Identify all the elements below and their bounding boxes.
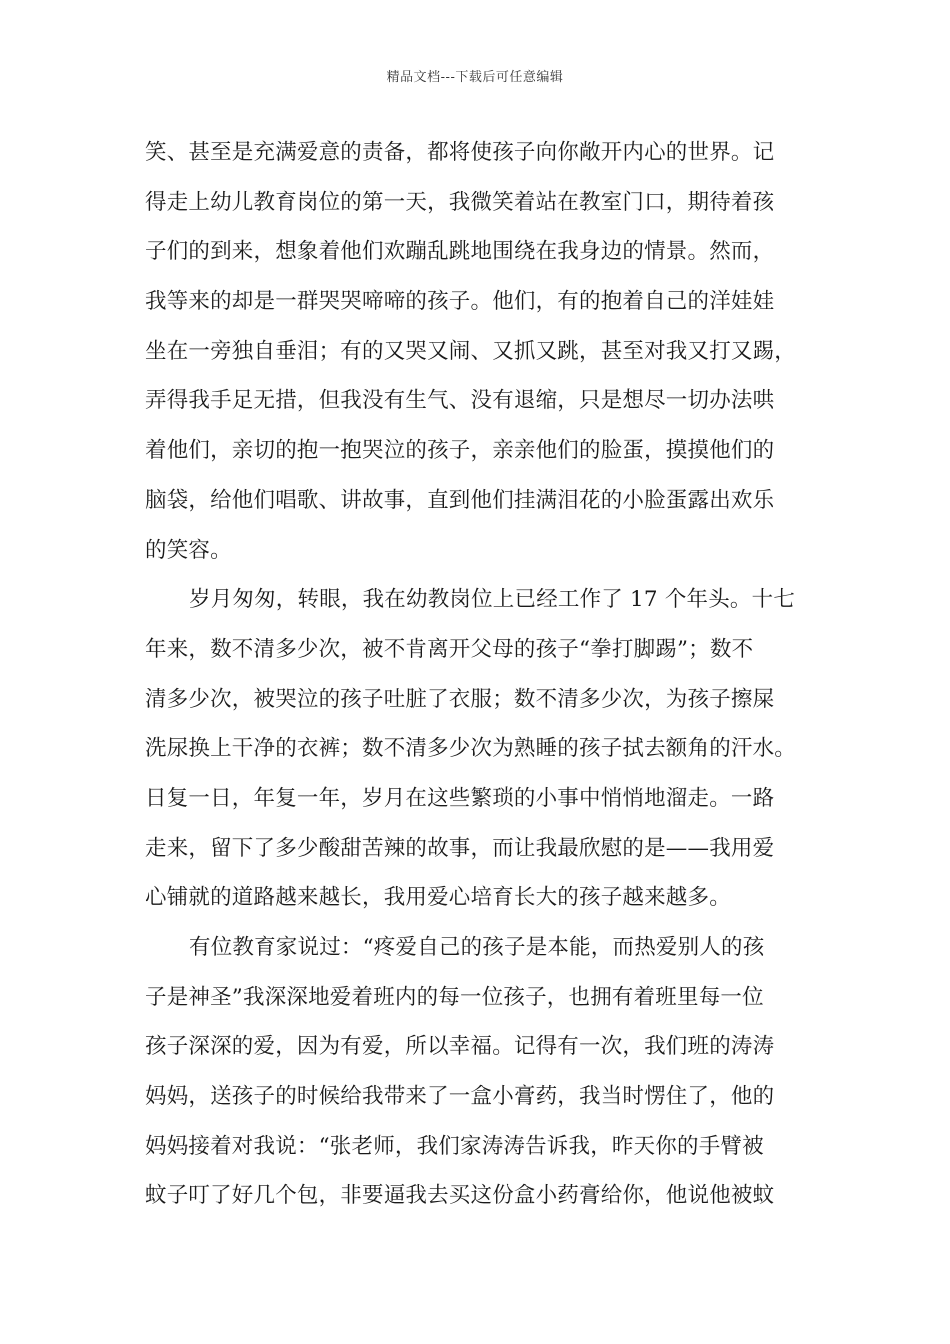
text-line: 脑袋，给他们唱歌、讲故事，直到他们挂满泪花的小脸蛋露出欢乐 [145,487,775,513]
text-line: 得走上幼儿教育岗位的第一天，我微笑着站在教室门口，期待着孩 [145,189,775,215]
text-line: 蚊子叮了好几个包，非要逼我去买这份盒小药膏给你，他说他被蚊 [145,1183,775,1209]
text-line: 子是神圣”我深深地爱着班内的每一位孩子，也拥有着班里每一位 [145,984,764,1010]
text-line: 我等来的却是一群哭哭啼啼的孩子。他们，有的抱着自己的洋娃娃 [145,289,775,315]
text-line: 妈妈接着对我说：“张老师，我们家涛涛告诉我，昨天你的手臂被 [145,1133,764,1159]
paragraph-first-line: 有位教育家说过：“疼爱自己的孩子是本能，而热爱别人的孩 [189,935,765,960]
text-line: 年来，数不清多少次，被不肯离开父母的孩子“拳打脚踢”；数不 [145,636,754,662]
document-body [145,133,810,1226]
text-line: 日复一日，年复一年，岁月在这些繁琐的小事中悄悄地溜走。一路 [145,785,775,811]
text-line: 弄得我手足无措，但我没有生气、没有退缩，只是想尽一切办法哄 [145,388,775,414]
text-line: 笑、甚至是充满爱意的责备，都将使孩子向你敞开内心的世界。记 [145,140,775,165]
text-line: 子们的到来，想象着他们欢蹦乱跳地围绕在我身边的情景。然而， [145,239,775,265]
text-line: 的笑容。 [145,537,232,563]
page-header: 精品文档---下载后可任意编辑 [386,70,564,85]
text-line: 心铺就的道路越来越长，我用爱心培育长大的孩子越来越多。 [145,885,731,911]
text-line: 走来，留下了多少酸甜苦辣的故事，而让我最欣慰的是——我用爱 [145,835,775,861]
text-line: 清多少次，被哭泣的孩子吐脏了衣服；数不清多少次，为孩子擦屎 [145,686,775,712]
text-line: 坐在一旁独自垂泪；有的又哭又闹、又抓又跳，甚至对我又打又踢， [145,338,797,364]
paragraph-first-line: 岁月匆匆，转眼，我在幼教岗位上已经工作了 17 个年头。十七 [189,587,796,613]
text-line: 孩子深深的爱，因为有爱，所以幸福。记得有一次，我们班的涛涛 [145,1034,775,1060]
text-line: 妈妈，送孩子的时候给我带来了一盒小膏药，我当时愣住了，他的 [145,1084,775,1110]
text-line: 着他们，亲切的抱一抱哭泣的孩子，亲亲他们的脸蛋，摸摸他们的 [145,438,775,464]
text-line: 洗尿换上干净的衣裤；数不清多少次为熟睡的孩子拭去额角的汗水。 [145,736,797,762]
